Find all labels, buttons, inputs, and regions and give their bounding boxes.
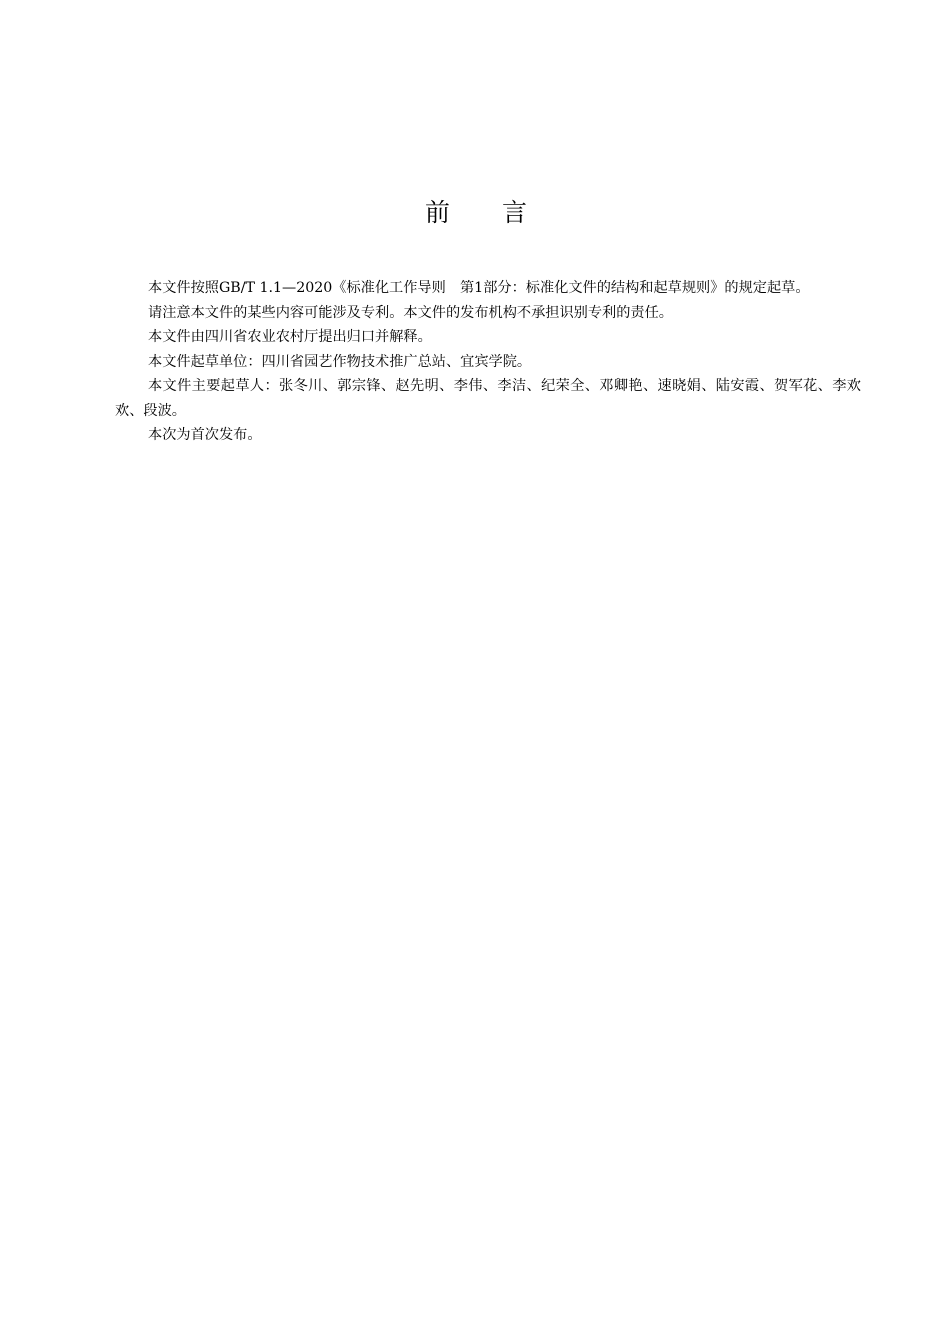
paragraph-drafters: 本文件主要起草人：张冬川、郭宗锋、赵先明、李伟、李洁、纪荣全、邓卿艳、速晓娟、陆安霞、贺军花、李欢欢、段波。 xyxy=(115,378,861,419)
paragraph-proposer: 本文件由四川省农业农村厅提出归口并解释。 xyxy=(148,329,432,345)
section-heading: 前言 xyxy=(424,198,579,227)
paragraph-drafting-units: 本文件起草单位：四川省园艺作物技术推广总站、宜宾学院。 xyxy=(148,353,532,370)
paragraph-drafting-rules: 本文件按照GB/T 1.1—2020《标准化工作导则 第1部分：标准化文件的结构和起草规则》的规定起草。 xyxy=(148,280,810,296)
paragraph-patent-notice: 请注意本文件的某些内容可能涉及专利。本文件的发布机构不承担识别专利的责任。 xyxy=(148,304,673,321)
paragraph-first-release: 本次为首次发布。 xyxy=(148,427,262,443)
foreword-body xyxy=(115,276,861,448)
